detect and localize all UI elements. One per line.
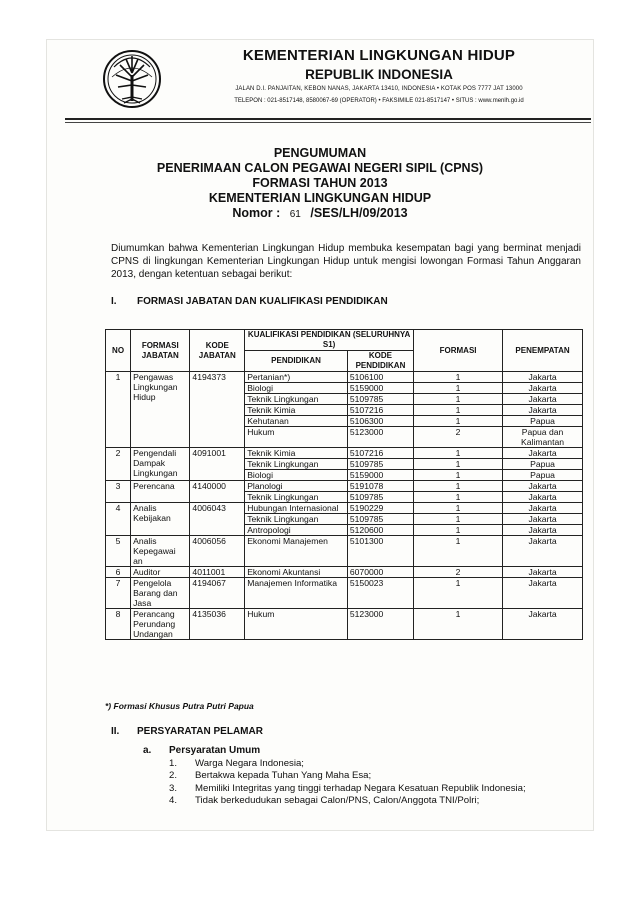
cell-formasi-jabatan: Perancang Perundang Undangan [131, 609, 190, 640]
cell-kode-jabatan: 4006056 [190, 536, 245, 567]
list-item-number: 4. [169, 795, 178, 807]
cell-kode-jabatan: 4091001 [190, 448, 245, 481]
letterhead-rule [65, 118, 591, 120]
list-item-text: Tidak berkedudukan sebagai Calon/PNS, Calon/Anggota TNI/Polri; [195, 795, 480, 807]
cell-penempatan: Jakarta [503, 525, 583, 536]
cell-pendidikan: Pertanian*) [245, 372, 348, 383]
cell-penempatan: Papua [503, 459, 583, 470]
cell-pendidikan: Hubungan Internasional [245, 503, 348, 514]
cell-no: 4 [106, 503, 131, 536]
cell-penempatan: Jakarta [503, 492, 583, 503]
cell-penempatan: Jakarta [503, 383, 583, 394]
cell-penempatan: Jakarta [503, 372, 583, 383]
cell-formasi-jabatan: Pengelola Barang dan Jasa [131, 578, 190, 609]
section-2-number: II. [111, 726, 120, 737]
cell-formasi: 1 [414, 514, 503, 525]
formation-table [105, 329, 583, 640]
cell-kode-pendidikan: 5107216 [347, 405, 413, 416]
cell-kode-pendidikan: 5106300 [347, 416, 413, 427]
cell-kode-jabatan: 4135036 [190, 609, 245, 640]
cell-penempatan: Jakarta [503, 405, 583, 416]
header-pendidikan: PENDIDIKAN [245, 351, 348, 372]
list-item [169, 770, 579, 782]
cell-no: 8 [106, 609, 131, 640]
announcement-title [47, 146, 593, 222]
cell-pendidikan: Biologi [245, 470, 348, 481]
list-item-text: Warga Negara Indonesia; [195, 758, 304, 769]
cell-kode-pendidikan: 5107216 [347, 448, 413, 459]
cell-kode-jabatan: 4006043 [190, 503, 245, 536]
title-line-4: KEMENTERIAN LINGKUNGAN HIDUP [208, 191, 432, 205]
cell-kode-pendidikan: 5109785 [347, 459, 413, 470]
table-row [106, 609, 583, 640]
cell-penempatan: Jakarta [503, 536, 583, 567]
cell-penempatan: Jakarta [503, 394, 583, 405]
header-formasi-jabatan: FORMASI JABATAN [131, 330, 190, 372]
requirements-list [169, 758, 579, 808]
cell-kode-pendidikan: 5109785 [347, 394, 413, 405]
header-formasi: FORMASI [414, 330, 503, 372]
cell-formasi-jabatan: Pengendali Dampak Lingkungan [131, 448, 190, 481]
list-item-text: Memiliki Integritas yang tinggi terhadap Negara Kesatuan Republik Indonesia; [195, 782, 526, 794]
cell-pendidikan: Teknik Lingkungan [245, 394, 348, 405]
cell-formasi: 2 [414, 567, 503, 578]
header-kualifikasi: KUALIFIKASI PENDIDIKAN (SELURUHNYA S1) [245, 330, 414, 351]
cell-formasi-jabatan: Auditor [131, 567, 190, 578]
cell-kode-pendidikan: 6070000 [347, 567, 413, 578]
cell-kode-pendidikan: 5109785 [347, 492, 413, 503]
cell-kode-pendidikan: 5120600 [347, 525, 413, 536]
requirements-heading [143, 745, 260, 756]
header-kode-jabatan: KODE JABATAN [190, 330, 245, 372]
cell-kode-pendidikan: 5101300 [347, 536, 413, 567]
cell-pendidikan: Teknik Lingkungan [245, 459, 348, 470]
cell-no: 3 [106, 481, 131, 503]
cell-formasi: 1 [414, 578, 503, 609]
cell-penempatan: Jakarta [503, 514, 583, 525]
org-address: JALAN D.I. PANJAITAN, KEBON NANAS, JAKARTA 13410, INDONESIA • KOTAK POS 7777 JAT 13000 [235, 86, 523, 92]
cell-kode-pendidikan: 5191078 [347, 481, 413, 492]
cell-pendidikan: Ekonomi Akuntansi [245, 567, 348, 578]
header-penempatan: PENEMPATAN [503, 330, 583, 372]
cell-formasi-jabatan: Analis Kepegawai an [131, 536, 190, 567]
footnote: *) Formasi Khusus Putra Putri Papua [105, 701, 254, 711]
cell-kode-jabatan: 4194373 [190, 372, 245, 448]
section-1-heading [111, 296, 388, 307]
org-contact: TELEPON : 021-8517148, 8580067-69 (OPERATOR) • FAKSIMILE 021-8517147 • SITUS : www.menlh.go.id [234, 98, 524, 104]
requirements-title: Persyaratan Umum [169, 745, 261, 756]
cell-penempatan: Jakarta [503, 578, 583, 609]
list-item-number: 3. [169, 782, 178, 794]
cell-formasi: 1 [414, 459, 503, 470]
table-row [106, 578, 583, 609]
cell-kode-jabatan: 4140000 [190, 481, 245, 503]
cell-penempatan: Papua [503, 416, 583, 427]
cell-formasi: 2 [414, 427, 503, 448]
cell-penempatan: Jakarta [503, 481, 583, 492]
list-item [169, 795, 579, 807]
cell-no: 5 [106, 536, 131, 567]
nomor-suffix: /SES/LH/09/2013 [310, 206, 408, 220]
cell-kode-pendidikan: 5150023 [347, 578, 413, 609]
cell-pendidikan: Teknik Lingkungan [245, 514, 348, 525]
list-item [169, 783, 579, 795]
table-row [106, 481, 583, 492]
cell-formasi: 1 [414, 536, 503, 567]
cell-kode-jabatan: 4194067 [190, 578, 245, 609]
tree-emblem-icon [102, 47, 162, 111]
document-page [47, 40, 593, 830]
section-2-heading [111, 726, 263, 737]
cell-penempatan: Jakarta [503, 503, 583, 514]
cell-no: 7 [106, 578, 131, 609]
title-line-1: PENGUMUMAN [273, 146, 367, 160]
list-item [169, 758, 579, 770]
section-1-number: I. [111, 296, 117, 307]
requirements-letter: a. [143, 745, 152, 756]
cell-formasi: 1 [414, 481, 503, 492]
cell-kode-pendidikan: 5159000 [347, 383, 413, 394]
cell-pendidikan: Ekonomi Manajemen [245, 536, 348, 567]
list-item-number: 1. [169, 758, 178, 769]
cell-formasi: 1 [414, 470, 503, 481]
table-row [106, 372, 583, 383]
cell-kode-pendidikan: 5159000 [347, 470, 413, 481]
document-number [47, 206, 593, 222]
cell-kode-pendidikan: 5123000 [347, 609, 413, 640]
table-row [106, 503, 583, 514]
cell-formasi: 1 [414, 372, 503, 383]
cell-formasi-jabatan: Perencana [131, 481, 190, 503]
cell-penempatan: Jakarta [503, 448, 583, 459]
header-kode-pendidikan: KODE PENDIDIKAN [347, 351, 413, 372]
cell-pendidikan: Hukum [245, 609, 348, 640]
cell-pendidikan: Manajemen Informatika [245, 578, 348, 609]
cell-pendidikan: Hukum [245, 427, 348, 448]
section-2-title: PERSYARATAN PELAMAR [137, 726, 263, 737]
cell-pendidikan: Planologi [245, 481, 348, 492]
cell-formasi: 1 [414, 394, 503, 405]
table-row [106, 536, 583, 567]
cell-penempatan: Papua dan Kalimantan [503, 427, 583, 448]
cell-formasi-jabatan: Analis Kebijakan [131, 503, 190, 536]
cell-kode-pendidikan: 5106100 [347, 372, 413, 383]
cell-kode-pendidikan: 5190229 [347, 503, 413, 514]
cell-formasi: 1 [414, 416, 503, 427]
title-line-2: PENERIMAAN CALON PEGAWAI NEGERI SIPIL (CPNS) [156, 161, 484, 175]
cell-formasi: 1 [414, 503, 503, 514]
cell-no: 6 [106, 567, 131, 578]
cell-kode-jabatan: 4011001 [190, 567, 245, 578]
cell-formasi: 1 [414, 525, 503, 536]
section-1-title: FORMASI JABATAN DAN KUALIFIKASI PENDIDIKAN [137, 296, 388, 307]
cell-kode-pendidikan: 5123000 [347, 427, 413, 448]
nomor-label: Nomor : [232, 206, 281, 220]
header-no: NO [106, 330, 131, 372]
table-row [106, 448, 583, 459]
cell-penempatan: Jakarta [503, 609, 583, 640]
cell-pendidikan: Teknik Lingkungan [245, 492, 348, 503]
cell-formasi: 1 [414, 492, 503, 503]
org-name: KEMENTERIAN LINGKUNGAN HIDUP [242, 47, 516, 64]
cell-formasi: 1 [414, 383, 503, 394]
cell-pendidikan: Kehutanan [245, 416, 348, 427]
cell-penempatan: Jakarta [503, 567, 583, 578]
cell-formasi: 1 [414, 609, 503, 640]
cell-formasi: 1 [414, 405, 503, 416]
table-row [106, 567, 583, 578]
cell-formasi: 1 [414, 448, 503, 459]
letterhead [47, 40, 593, 122]
formation-table-body [106, 372, 583, 640]
cell-no: 2 [106, 448, 131, 481]
cell-formasi-jabatan: Pengawas Lingkungan Hidup [131, 372, 190, 448]
cell-pendidikan: Biologi [245, 383, 348, 394]
intro-paragraph: Diumumkan bahwa Kementerian Lingkungan Hidup membuka kesempatan bagi yang berminat menjadi CPNS di lingkungan Kementerian Lingkungan Hidup untuk mengisi lowongan Formasi Tahun Anggaran 2013, dengan ketentuan sebagai berikut: [111, 243, 581, 280]
cell-no: 1 [106, 372, 131, 448]
org-subtitle: REPUBLIK INDONESIA [305, 67, 453, 82]
letterhead-rule-thin [65, 122, 591, 123]
list-item-text: Bertakwa kepada Tuhan Yang Maha Esa; [195, 770, 372, 782]
cell-pendidikan: Teknik Kimia [245, 405, 348, 416]
cell-kode-pendidikan: 5109785 [347, 514, 413, 525]
cell-pendidikan: Teknik Kimia [245, 448, 348, 459]
cell-penempatan: Papua [503, 470, 583, 481]
list-item-number: 2. [169, 770, 178, 782]
cell-pendidikan: Antropologi [245, 525, 348, 536]
title-line-3: FORMASI TAHUN 2013 [252, 176, 388, 190]
nomor-number: 61 [289, 209, 301, 220]
